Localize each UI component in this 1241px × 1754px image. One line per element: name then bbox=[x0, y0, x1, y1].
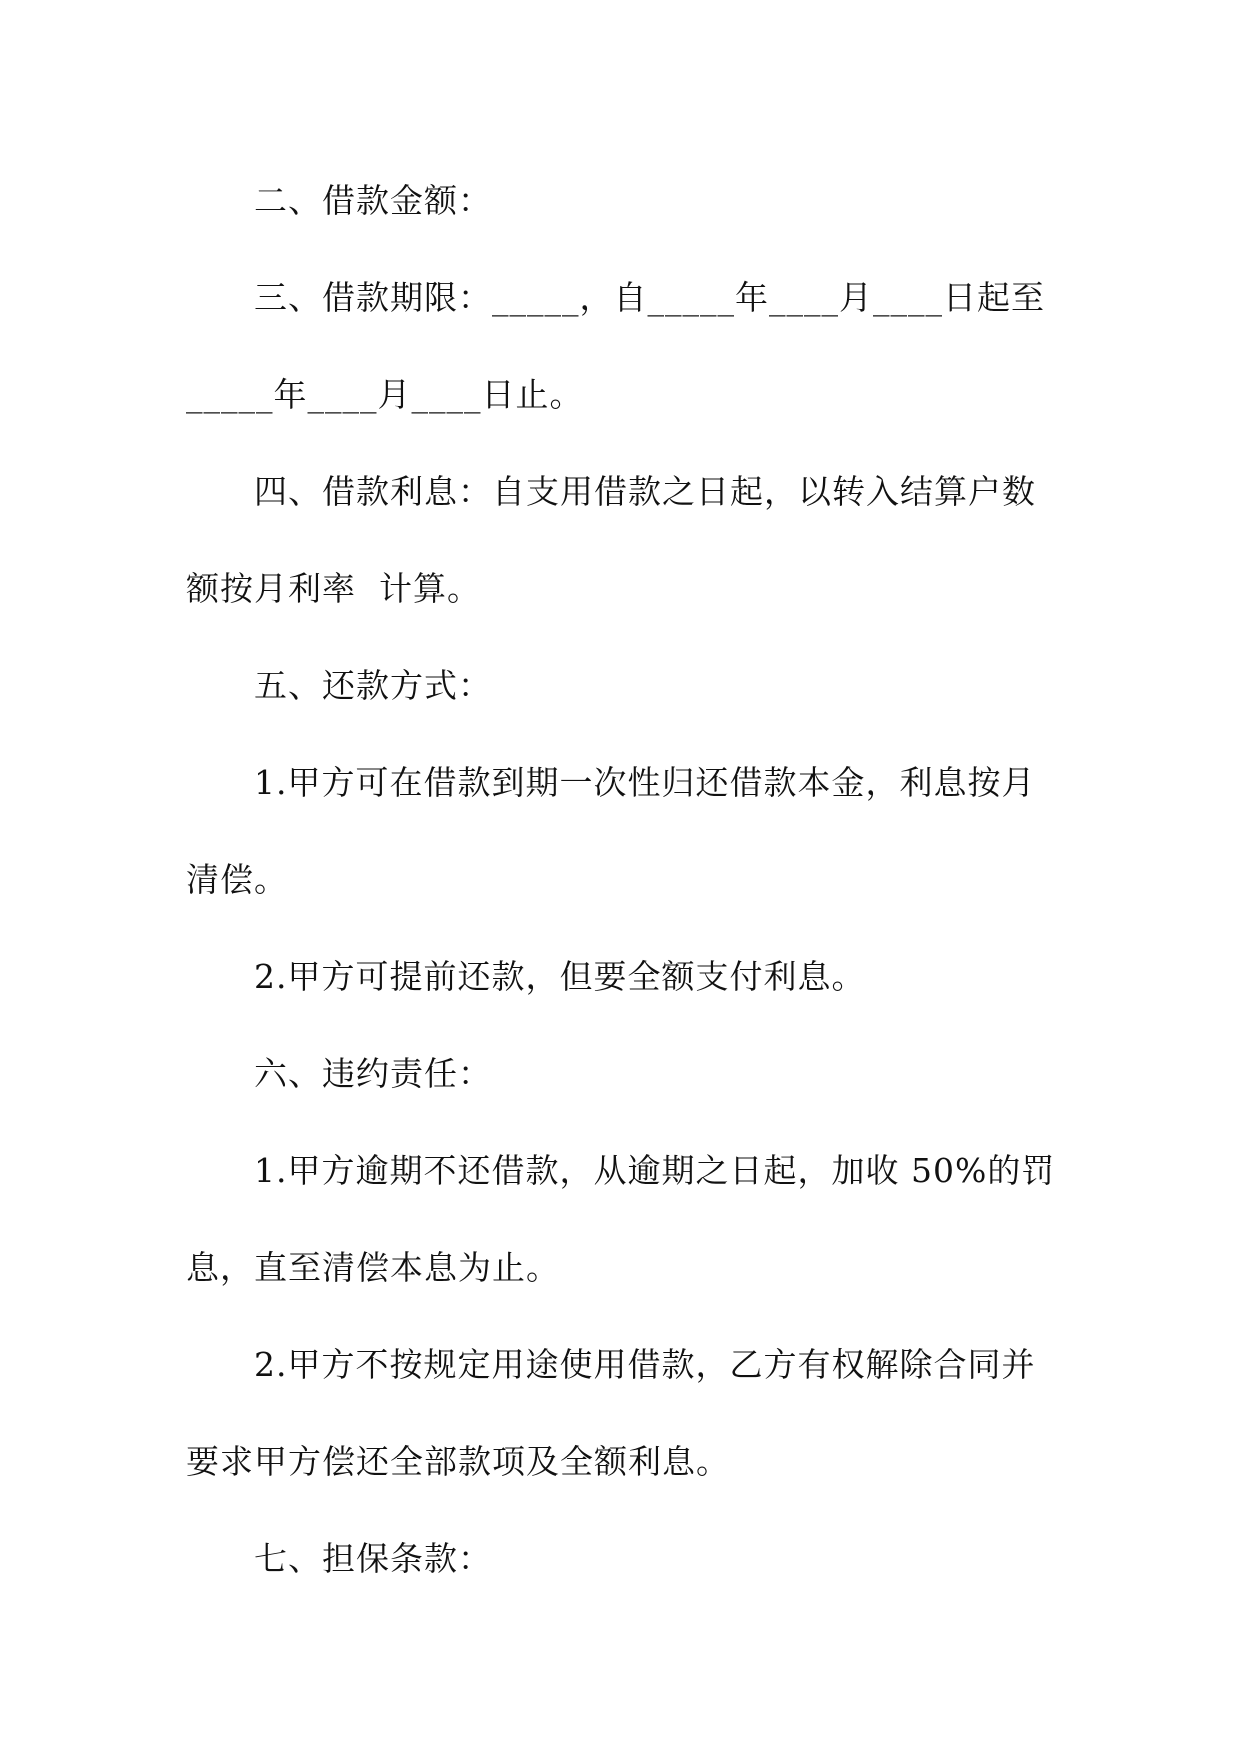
clause-6-item-1-continued: 息，直至清偿本息为止。 bbox=[186, 1248, 560, 1287]
clause-5-item-1-continued: 清偿。 bbox=[186, 860, 288, 899]
clause-6-item-2-continued: 要求甲方偿还全部款项及全额利息。 bbox=[186, 1442, 730, 1481]
clause-6-item-2: 2.甲方不按规定用途使用借款，乙方有权解除合同并 bbox=[254, 1345, 1036, 1384]
clause-2-loan-amount: 二、借款金额： bbox=[254, 181, 492, 220]
clause-3-loan-term-continued: _____年____月____日止。 bbox=[186, 375, 584, 414]
clause-7-guarantee: 七、担保条款： bbox=[254, 1539, 492, 1578]
clause-3-loan-term: 三、借款期限：_____，自_____年____月____日起至 bbox=[254, 278, 1045, 317]
clause-5-repayment-method: 五、还款方式： bbox=[254, 666, 492, 705]
clause-4-loan-interest-continued: 额按月利率 计算。 bbox=[186, 569, 481, 608]
clause-4-loan-interest: 四、借款利息：自支用借款之日起，以转入结算户数 bbox=[254, 472, 1036, 511]
clause-6-breach-liability: 六、违约责任： bbox=[254, 1054, 492, 1093]
clause-5-item-2: 2.甲方可提前还款，但要全额支付利息。 bbox=[254, 957, 866, 996]
clause-6-item-1: 1.甲方逾期不还借款，从逾期之日起，加收 50%的罚 bbox=[254, 1151, 1056, 1190]
clause-5-item-1: 1.甲方可在借款到期一次性归还借款本金，利息按月 bbox=[254, 763, 1036, 802]
